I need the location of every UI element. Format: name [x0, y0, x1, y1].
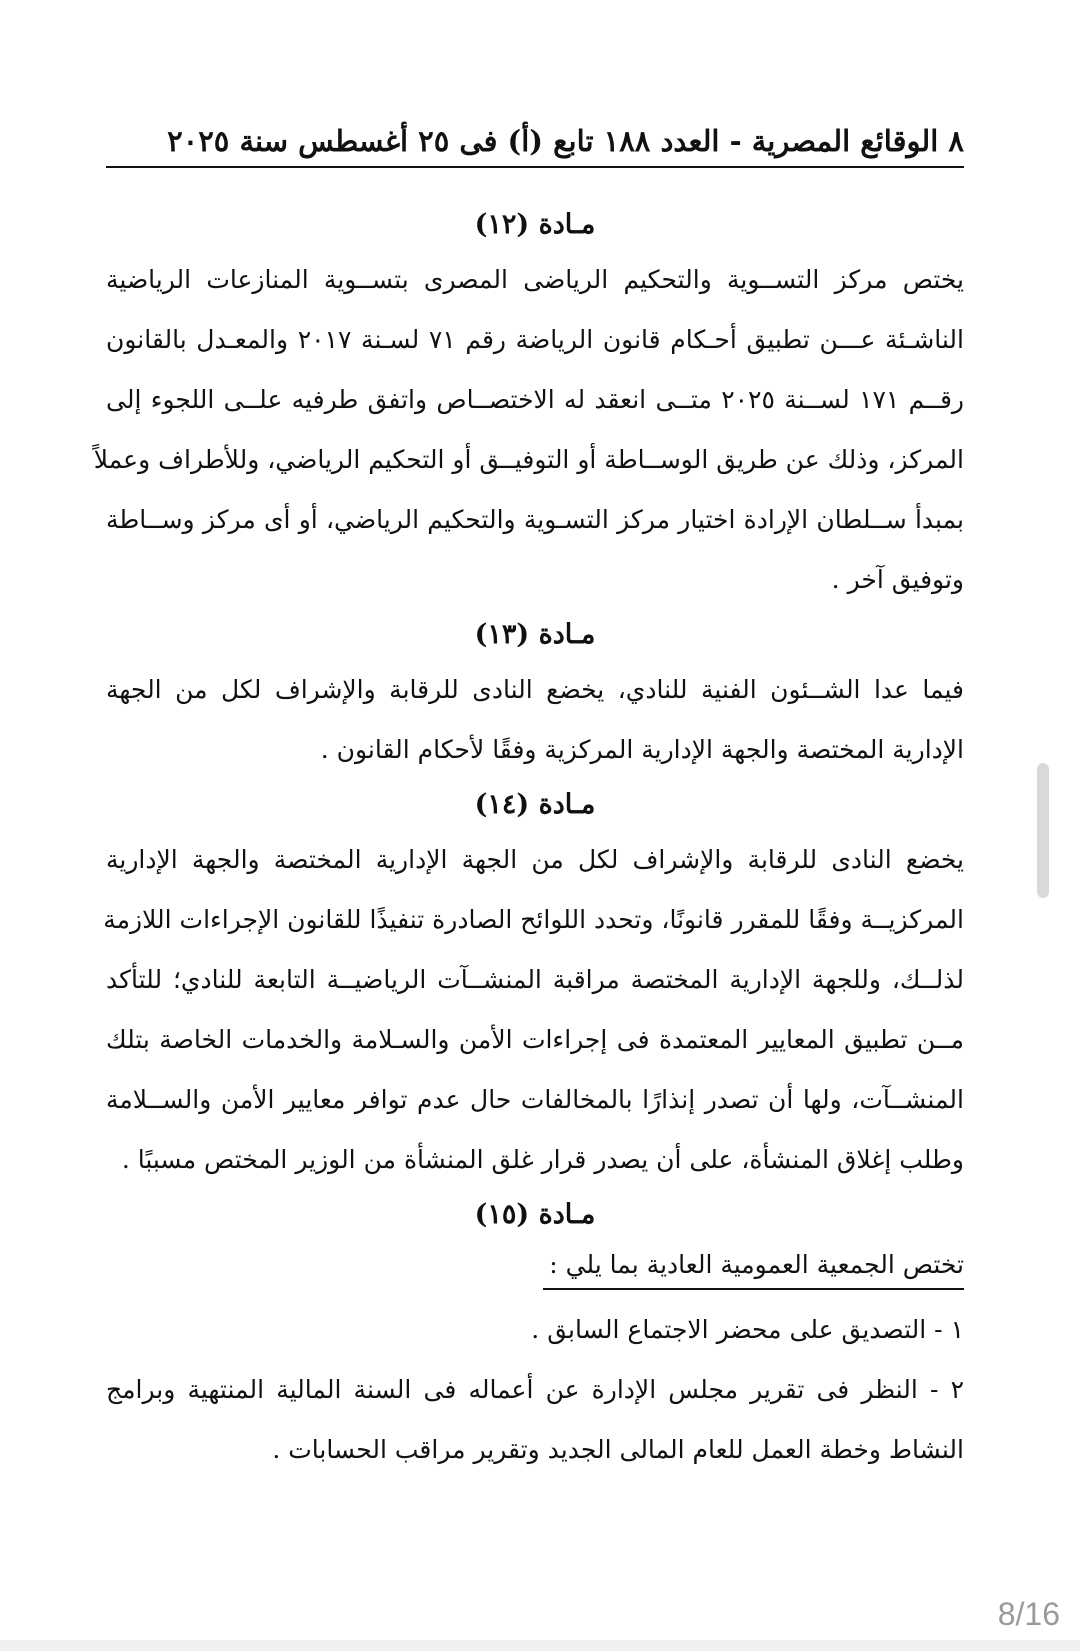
document-content — [93, 200, 965, 1480]
article-13 — [106, 610, 964, 780]
article-body — [106, 660, 964, 780]
article-title: مـادة (١٣) — [474, 619, 596, 650]
text-line: الإدارية المختصة والجهة الإدارية المركزية وفقًا لأحكام القانون . — [320, 735, 964, 764]
article-intro — [106, 1240, 964, 1300]
page-counter: 8/16 — [997, 1596, 1060, 1632]
text-line: يختص مركز التســوية والتحكيم الرياضى المصرى بتســوية المنازعات الرياضية — [106, 265, 964, 294]
text-line: وطلب إغلاق المنشأة، على أن يصدر قرار غلق المنشأة من الوزير المختص مسببًا . — [121, 1145, 964, 1174]
article-intro-text: تختص الجمعية العمومية العادية بما يلي : — [543, 1242, 964, 1290]
article-title: مـادة (١٥) — [474, 1199, 596, 1230]
article-title: مـادة (١٢) — [474, 209, 596, 240]
text-line: مــن تطبيق المعايير المعتمدة فى إجراءات الأمن والسـلامة والخدمات الخاصة بتلك — [106, 1025, 964, 1054]
text-line: يخضع النادى للرقابة والإشراف لكل من الجهة الإدارية المختصة والجهة الإدارية — [106, 845, 964, 874]
list-item: ١ - التصديق على محضر الاجتماع السابق . — [531, 1315, 964, 1344]
article-12 — [93, 200, 965, 610]
article-body — [103, 830, 964, 1190]
text-line: المركزيــة وفقًا للمقرر قانونًا، وتحدد اللوائح الصادرة تنفيذًا للقانون الإجراءات اللازمة — [103, 905, 964, 934]
article-title: مـادة (١٤) — [474, 789, 596, 820]
bottom-bar — [0, 1640, 1080, 1651]
article-15 — [106, 1190, 964, 1480]
text-line: فيما عدا الشــئون الفنية للنادي، يخضع النادى للرقابة والإشراف لكل من الجهة — [106, 675, 964, 704]
page-header: ٨ الوقائع المصرية - العدد ١٨٨ تابع (أ) فى ٢٥ أغسطس سنة ٢٠٢٥ — [167, 124, 964, 158]
article-body — [93, 250, 965, 610]
text-line: بمبدأ ســلطان الإرادة اختيار مركز التسـوية والتحكيم الرياضي، أو أى مركز وســاطة — [106, 505, 965, 534]
text-line: رقــم ١٧١ لســنة ٢٠٢٥ متــى انعقد له الاختصــاص واتفق طرفيه علــى اللجوء إلى — [106, 385, 964, 414]
article-14 — [103, 780, 964, 1190]
text-line: لذلــك، وللجهة الإدارية المختصة مراقبة المنشــآت الرياضيــة التابعة للنادي؛ للتأكد — [106, 965, 964, 994]
article-body — [106, 1300, 964, 1480]
scrollbar-thumb[interactable] — [1037, 763, 1049, 898]
list-item: ٢ - النظر فى تقرير مجلس الإدارة عن أعماله فى السنة المالية المنتهية وبرامج — [106, 1375, 964, 1404]
text-line: وتوفيق آخر . — [831, 565, 964, 594]
header-divider — [106, 166, 964, 168]
text-line: النشاط وخطة العمل للعام المالى الجديد وتقرير مراقب الحسابات . — [272, 1435, 964, 1464]
text-line: المركز، وذلك عن طريق الوســاطة أو التوفيــق أو التحكيم الرياضي، وللأطراف وعملاً — [93, 445, 964, 474]
text-line: الناشـئة عـــن تطبيق أحـكام قانون الرياضة رقم ٧١ لسـنة ٢٠١٧ والمعـدل بالقانون — [106, 325, 964, 354]
text-line: المنشــآت، ولها أن تصدر إنذارًا بالمخالفات حال عدم توافر معايير الأمن والســلامة — [106, 1085, 964, 1114]
